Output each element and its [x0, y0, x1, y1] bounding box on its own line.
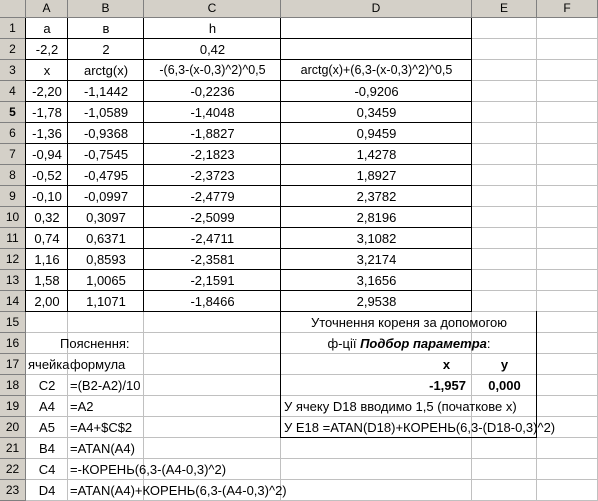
- refine-x-value[interactable]: -1,957: [429, 378, 466, 393]
- column-header-f[interactable]: F: [537, 0, 598, 18]
- explain-cell-ref[interactable]: A4: [39, 399, 55, 414]
- row-header-17[interactable]: 17: [0, 354, 26, 375]
- explain-formula-label[interactable]: формула: [70, 357, 126, 372]
- table-cell-arctg-value[interactable]: -1,1442: [83, 84, 129, 99]
- header-arctg[interactable]: arctg(x): [83, 63, 129, 78]
- row-header-21[interactable]: 21: [0, 438, 26, 459]
- table-cell-arctg-value[interactable]: 0,8593: [86, 252, 126, 267]
- refine-x-label[interactable]: x: [442, 357, 451, 372]
- row-header-2[interactable]: 2: [0, 39, 26, 60]
- explain-formula[interactable]: =ATAN(A4): [70, 441, 135, 456]
- table-cell-sum-value[interactable]: 0,9459: [356, 126, 397, 141]
- row-header-5[interactable]: 5: [0, 102, 26, 123]
- explain-formula[interactable]: =ATAN(A4)+КОРЕНЬ(6,3-(A4-0,3)^2): [70, 483, 287, 498]
- row-header-10[interactable]: 10: [0, 207, 26, 228]
- table-cell-root-value[interactable]: -2,3723: [190, 168, 235, 183]
- table-cell-x-value[interactable]: -0,10: [32, 189, 62, 204]
- table-cell-root-value[interactable]: -2,5099: [190, 210, 235, 225]
- row-header-12[interactable]: 12: [0, 249, 26, 270]
- table-cell-sum-value[interactable]: 2,9538: [356, 294, 397, 309]
- refine-y-value[interactable]: 0,000: [488, 378, 521, 393]
- table-cell-root-value[interactable]: -1,8827: [190, 126, 235, 141]
- table-cell-root-value[interactable]: -2,1591: [190, 273, 235, 288]
- table-cell-x-value[interactable]: 0,32: [34, 210, 60, 225]
- table-cell-x-value[interactable]: -0,94: [32, 147, 62, 162]
- explain-cell-ref[interactable]: D4: [38, 483, 56, 498]
- row-header-18[interactable]: 18: [0, 375, 26, 396]
- table-cell-sum-value[interactable]: 2,3782: [356, 189, 397, 204]
- column-header-a[interactable]: A: [26, 0, 68, 18]
- refine-title-line2[interactable]: [281, 333, 537, 354]
- table-cell-arctg-value[interactable]: 1,1071: [86, 294, 126, 309]
- table-cell-x-value[interactable]: -2,20: [32, 84, 62, 99]
- row-header-14[interactable]: 14: [0, 291, 26, 312]
- table-cell-sum-value[interactable]: 1,4278: [356, 147, 397, 162]
- table-cell-sum-value[interactable]: 1,8927: [356, 168, 397, 183]
- row-header-11[interactable]: 11: [0, 228, 26, 249]
- header-root-term[interactable]: -(6,3-(x-0,3)^2)^0,5: [159, 63, 266, 77]
- table-cell-sum-value[interactable]: 3,1656: [356, 273, 397, 288]
- refine-note-formula[interactable]: У E18 =ATAN(D18)+КОРЕНЬ(6,3-(D18-0,3)^2): [284, 420, 556, 435]
- explain-formula[interactable]: =A4+$C$2: [70, 420, 133, 435]
- table-cell-root-value[interactable]: -1,4048: [190, 105, 235, 120]
- table-cell-sum-value[interactable]: 3,2174: [356, 252, 397, 267]
- table-cell-root-value[interactable]: -2,4779: [190, 189, 235, 204]
- table-cell-arctg-value[interactable]: 0,6371: [86, 231, 126, 246]
- table-cell-arctg-value[interactable]: -0,7545: [83, 147, 129, 162]
- explain-cell-ref[interactable]: C4: [38, 462, 56, 477]
- table-cell-arctg-value[interactable]: -0,4795: [83, 168, 129, 183]
- explain-formula[interactable]: =-КОРЕНЬ(6,3-(A4-0,3)^2): [70, 462, 227, 477]
- column-header-b[interactable]: B: [68, 0, 144, 18]
- table-cell-arctg-value[interactable]: 0,3097: [86, 210, 126, 225]
- table-cell-x-value[interactable]: 1,58: [34, 273, 60, 288]
- refine-note-initial[interactable]: У ячеку D18 вводимо 1,5 (початкове x): [284, 399, 517, 414]
- row-header-3[interactable]: 3: [0, 60, 26, 81]
- row-header-20[interactable]: 20: [0, 417, 26, 438]
- param-value-a[interactable]: -2,2: [35, 42, 59, 57]
- row-header-6[interactable]: 6: [0, 123, 26, 144]
- explain-title[interactable]: Пояснення:: [60, 336, 130, 351]
- table-cell-root-value[interactable]: -2,3581: [190, 252, 235, 267]
- table-cell-arctg-value[interactable]: 1,0065: [86, 273, 126, 288]
- table-cell-sum-value[interactable]: 2,8196: [356, 210, 397, 225]
- explain-cell-ref[interactable]: A5: [39, 420, 55, 435]
- refine-title-suffix: :: [486, 336, 491, 351]
- explain-cell-ref[interactable]: B4: [39, 441, 55, 456]
- row-header-13[interactable]: 13: [0, 270, 26, 291]
- param-label-b[interactable]: в: [102, 21, 110, 36]
- table-cell-sum-value[interactable]: 3,1082: [356, 231, 397, 246]
- header-x[interactable]: x: [43, 63, 51, 78]
- column-header-d[interactable]: D: [281, 0, 472, 18]
- table-cell-root-value[interactable]: -2,4711: [190, 231, 235, 246]
- explain-cell-ref[interactable]: C2: [38, 378, 56, 393]
- param-label-h[interactable]: h: [208, 21, 217, 36]
- param-value-b[interactable]: 2: [102, 42, 110, 57]
- explain-formula[interactable]: =(B2-A2)/10: [70, 378, 141, 393]
- table-cell-root-value[interactable]: -1,8466: [190, 294, 235, 309]
- select-all-corner[interactable]: [0, 0, 26, 18]
- row-header-7[interactable]: 7: [0, 144, 26, 165]
- table-cell-x-value[interactable]: 0,74: [34, 231, 60, 246]
- param-value-h[interactable]: 0,42: [199, 42, 226, 57]
- column-header-e[interactable]: E: [472, 0, 537, 18]
- row-header-8[interactable]: 8: [0, 165, 26, 186]
- table-cell-arctg-value[interactable]: -0,9368: [83, 126, 129, 141]
- table-cell-x-value[interactable]: -1,36: [32, 126, 62, 141]
- table-cell-x-value[interactable]: 1,16: [34, 252, 60, 267]
- row-header-4[interactable]: 4: [0, 81, 26, 102]
- param-label-a[interactable]: a: [43, 21, 51, 36]
- row-header-16[interactable]: 16: [0, 333, 26, 354]
- table-cell-root-value[interactable]: -2,1823: [190, 147, 235, 162]
- table-cell-root-value[interactable]: -0,2236: [190, 84, 235, 99]
- table-cell-sum-value[interactable]: -0,9206: [354, 84, 399, 99]
- table-cell-arctg-value[interactable]: -0,0997: [83, 189, 129, 204]
- header-sum[interactable]: arctg(x)+(6,3-(x-0,3)^2)^0,5: [300, 63, 453, 77]
- row-header-19[interactable]: 19: [0, 396, 26, 417]
- table-cell-sum-value[interactable]: 0,3459: [356, 105, 397, 120]
- row-header-15[interactable]: 15: [0, 312, 26, 333]
- table-cell-x-value[interactable]: -0,52: [32, 168, 62, 183]
- table-cell-arctg-value[interactable]: -1,0589: [83, 105, 129, 120]
- refine-title-line1[interactable]: Уточнення кореня за допомогою: [310, 315, 508, 330]
- row-header-23[interactable]: 23: [0, 480, 26, 501]
- column-header-c[interactable]: C: [144, 0, 281, 18]
- row-header-9[interactable]: 9: [0, 186, 26, 207]
- explain-formula[interactable]: =A2: [70, 399, 94, 414]
- table-cell-x-value[interactable]: -1,78: [32, 105, 62, 120]
- table-cell-x-value[interactable]: 2,00: [34, 294, 60, 309]
- row-header-1[interactable]: 1: [0, 18, 26, 39]
- refine-title-prefix: ф-ції: [327, 336, 361, 351]
- refine-y-label[interactable]: y: [500, 357, 509, 372]
- explain-cell-label[interactable]: ячейка: [28, 357, 70, 372]
- refine-title-function: Подбор параметра: [360, 336, 487, 351]
- row-header-22[interactable]: 22: [0, 459, 26, 480]
